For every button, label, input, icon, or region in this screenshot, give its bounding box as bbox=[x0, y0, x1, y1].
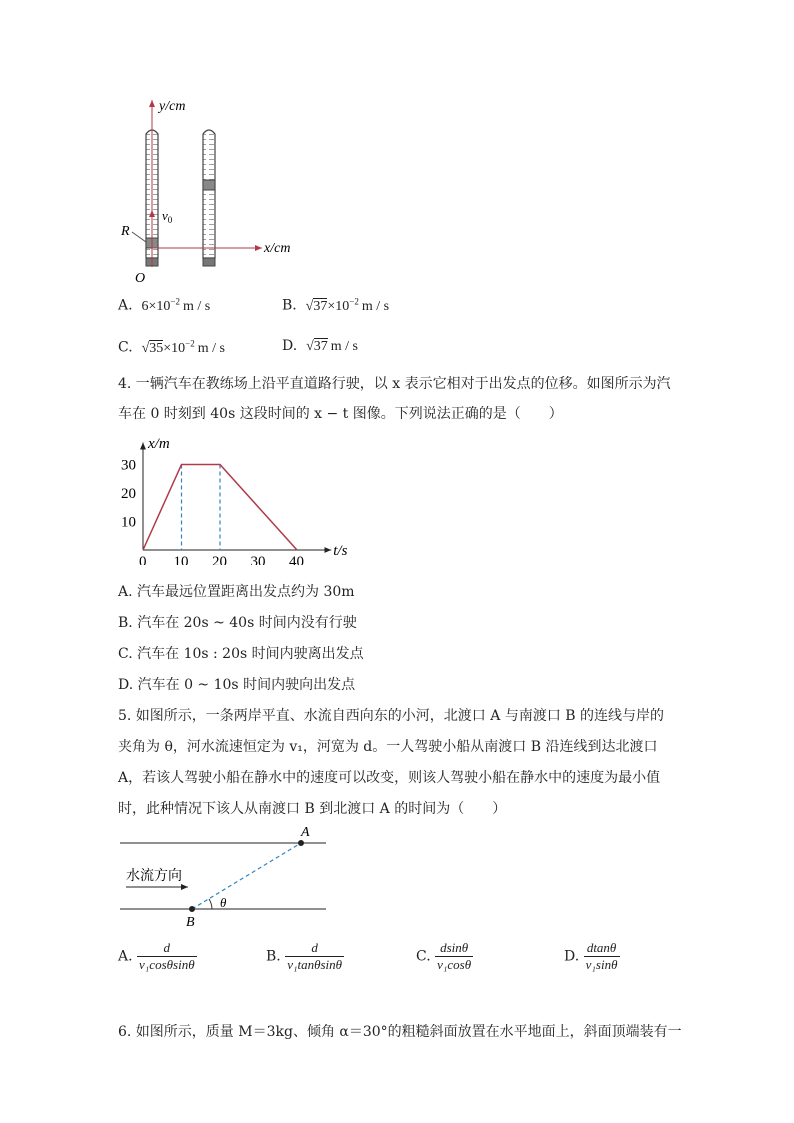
label-a: A bbox=[301, 825, 310, 840]
y-axis-label: x/m bbox=[148, 436, 170, 452]
theta-arc bbox=[209, 899, 212, 909]
label-b: B bbox=[186, 915, 195, 930]
x-axis-label: x/cm bbox=[264, 241, 291, 256]
y-tick-label-10: 10 bbox=[121, 514, 136, 531]
xt-chart bbox=[112, 430, 392, 565]
q5-option-a: A. $\frac{d}{\text{v₁cosθsinθ}}$ bbox=[118, 940, 195, 972]
river-figure bbox=[112, 822, 342, 932]
r-leader bbox=[132, 232, 146, 242]
right-tube bbox=[203, 130, 215, 258]
q5-stem-line-4: 时，此种情况下该人从南渡口 B 到北渡口 A 的时间为（ ） bbox=[118, 801, 507, 817]
q4-option-a: A. 汽车最远位置距离出发点约为 30m bbox=[118, 584, 355, 600]
x-tick-label-30: 30 bbox=[250, 554, 266, 565]
q4-option-b: B. 汽车在 20s ~ 40s 时间内没有行驶 bbox=[118, 615, 357, 631]
q5-option-d: D. $\frac{dtan\theta}{\text{v₁sinθ}}$ bbox=[564, 940, 618, 972]
q4-stem-line-2: 车在 0 时刻到 40s 这段时间的 x − t 图像。下列说法正确的是（ ） bbox=[118, 406, 563, 422]
q5-stem-line-1: 5. 如图所示，一条两岸平直、水流自西向东的小河，北渡口 A 与南渡口 B 的连线与岸的 bbox=[118, 708, 665, 724]
x-tick-label-10: 10 bbox=[173, 554, 189, 565]
q3-figure bbox=[112, 92, 312, 287]
point-b bbox=[189, 906, 195, 912]
q5-option-b: B. $\frac{d}{\text{v₁tanθsinθ}}$ bbox=[266, 940, 343, 972]
right-tube-cap bbox=[203, 258, 215, 266]
q3-option-d: D. √37 m / s bbox=[282, 338, 359, 354]
x-tick-label-20: 20 bbox=[212, 554, 227, 565]
right-tube-block bbox=[203, 180, 215, 190]
q6-stem-line-1: 6. 如图所示，质量 M＝3kg、倾角 α＝30°的粗糙斜面放置在水平地面上，斜面顶端装有一 bbox=[118, 1024, 682, 1040]
q4-option-c: C. 汽车在 10s : 20s 时间内驶离出发点 bbox=[118, 646, 364, 662]
x-axis-label: t/s bbox=[333, 543, 348, 559]
r-label: R bbox=[121, 224, 130, 239]
q3-option-c: C. $√35\times 10^{-2}$ m / s bbox=[118, 338, 225, 356]
y-tick-label-30: 30 bbox=[121, 457, 136, 474]
q5-stem-line-2: 夹角为 θ，河水流速恒定为 v₁，河宽为 d。一人驾驶小船从南渡口 B 沿连线到达北渡口 bbox=[118, 739, 658, 755]
q4-stem-line-1: 4. 一辆汽车在教练场上沿平直道路行驶，以 x 表示它相对于出发点的位移。如图所示为汽 bbox=[118, 376, 671, 392]
theta-label: θ bbox=[220, 895, 227, 910]
x-tick-label-40: 40 bbox=[289, 554, 304, 565]
q4-option-d: D. 汽车在 0 ~ 10s 时间内驶向出发点 bbox=[118, 677, 356, 693]
y-axis-label: y/cm bbox=[159, 99, 186, 114]
q5-stem-line-3: A，若该人驾驶小船在静水中的速度可以改变，则该人驾驶小船在静水中的速度为最小值 bbox=[118, 770, 661, 786]
q3-option-a: A. $6\times 10^{-2}$ m / s bbox=[118, 296, 211, 314]
q5-option-c: C. $\frac{dsin\theta}{\text{v₁cosθ}}$ bbox=[416, 940, 472, 972]
y-tick-label-20: 20 bbox=[121, 486, 136, 502]
x-tick-label-0: 0 bbox=[139, 554, 147, 565]
flow-label: 水流方向 bbox=[126, 868, 182, 884]
ab-line bbox=[192, 843, 301, 909]
q3-option-b: B. $√37\times 10^{-2}$ m / s bbox=[282, 296, 390, 314]
v0-label: $v_0$ bbox=[162, 208, 173, 225]
origin-label: O bbox=[135, 271, 146, 286]
point-a bbox=[298, 840, 304, 846]
